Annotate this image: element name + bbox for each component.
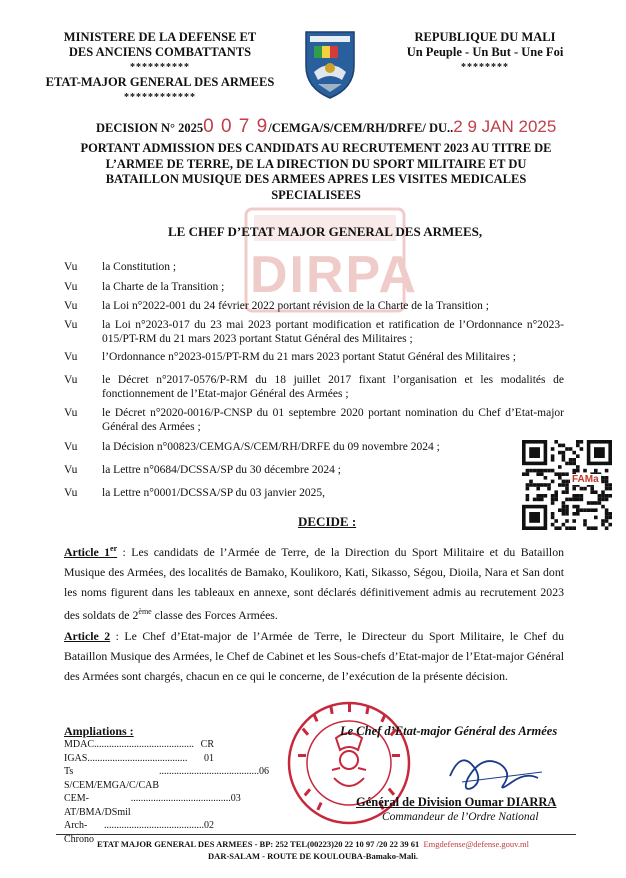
- vu-label: Vu: [64, 351, 78, 363]
- article-2-text: Le Chef d’Etat-major de l’Armée de Terre, le Directeur du Sport Militaire, le Chef du Bataillon Musique des Armées, le Chef de Cabinet et les Sous-chefs d’Etat-major de l’Etat-major Général des Armées sont chargés, chacun en ce qui le concerne, de l’exécution de la présente décision.: [64, 629, 564, 683]
- recipient: MDAC: [64, 739, 95, 750]
- recipient: Arch-Chrono: [64, 820, 94, 845]
- vu-text: l’Ordonnance n°2023-015/PT-RM du 21 mars 2023 portant Statut Général des Militaires ;: [102, 351, 516, 363]
- copies: 02: [204, 820, 214, 831]
- footer-email-link[interactable]: Emgdefense@defense.gouv.ml: [423, 839, 529, 849]
- republic-name: REPUBLIQUE DU MALI: [414, 30, 556, 44]
- vu-text: la Lettre n°0001/DCSSA/SP du 03 janvier 2025,: [102, 487, 325, 499]
- ministry-name-line1: MINISTERE DE LA DEFENSE ET: [63, 30, 257, 44]
- list-item: [64, 738, 214, 752]
- article-1-title: Article 1er: [64, 544, 118, 559]
- republic-header: [380, 30, 590, 75]
- decision-number-stamp: 0 0 7 9: [203, 116, 269, 137]
- authority-line: LE CHEF D’ETAT MAJOR GENERAL DES ARMEES,: [168, 224, 483, 239]
- vu-text: le Décret n°2020-0016/P-CNSP du 01 septembre 2020 portant nomination du Chef d’Etat-major Général des Armées ;: [102, 407, 564, 433]
- national-motto: Un Peuple - Un But - Une Foi: [406, 45, 564, 59]
- vu-label: Vu: [64, 300, 78, 312]
- signatory-title: Le Chef d’Etat-major Général des Armées: [340, 724, 558, 738]
- dot-leader: ........................................: [130, 793, 231, 804]
- recipient: IGAS: [64, 752, 88, 764]
- decision-prefix: DECISION N° 2025: [96, 121, 204, 135]
- list-item: [64, 752, 214, 766]
- ampliations: [64, 724, 270, 846]
- vu-label: Vu: [64, 281, 78, 293]
- watermark-text: DIRPA: [250, 246, 418, 304]
- ampliations-title: Ampliations :: [64, 724, 134, 738]
- copies: 06: [259, 766, 270, 777]
- copies: 03: [230, 793, 241, 804]
- stars-divider: **********: [130, 62, 190, 73]
- decision-date-stamp: 2 9 JAN 2025: [453, 117, 557, 136]
- footer-divider: [56, 834, 576, 835]
- qr-code[interactable]: [522, 440, 612, 530]
- ministry-name-line3: ETAT-MAJOR GENERAL DES ARMEES: [45, 75, 275, 89]
- vu-label: Vu: [64, 374, 78, 386]
- list-item: [64, 792, 241, 819]
- signatory-name: Général de Division Oumar DIARRA: [356, 795, 557, 809]
- copies: 01: [204, 752, 214, 764]
- article-2-title: Article 2: [64, 629, 111, 643]
- vu-text: la Loi n°2022-001 du 24 février 2022 portant révision de la Charte de la Transition ;: [102, 300, 489, 312]
- list-item: [64, 765, 270, 792]
- qr-code-label: FAMa: [572, 474, 599, 485]
- armed-forces-emblem: [300, 28, 360, 100]
- decision-reference: /CEMGA/S/CEM/RH/DRFE/ DU: [268, 121, 448, 135]
- qr-code-graphic: [522, 440, 612, 530]
- dot-leader: ........................................: [87, 752, 188, 764]
- article-1: [64, 539, 564, 625]
- title-line: BATAILLON MUSIQUE DES ARMEES APRES LES VISITES MEDICALES: [105, 172, 527, 186]
- vu-text: le Décret n°2017-0576/P-RM du 18 juillet 2017 fixant l’organisation et les modalités de fonctionnement de l’Etat-major Général des Armées ;: [102, 374, 564, 400]
- decision-number-line: [96, 116, 576, 138]
- vu-label: Vu: [64, 319, 78, 331]
- vu-text: la Charte de la Transition ;: [102, 281, 225, 293]
- superscript: ème: [138, 606, 152, 616]
- footer-address: ETAT MAJOR GENERAL DES ARMEES - BP: 252 TEL(00223)20 22 10 97 /20 22 39 61: [97, 839, 420, 849]
- recipient: CEM-AT/BMA/DSmil: [64, 793, 131, 818]
- vu-text: la Constitution ;: [102, 261, 177, 273]
- decide-heading: DECIDE :: [298, 514, 357, 529]
- title-line: L’ARMEE DE TERRE, DE LA DIRECTION DU SPORT MILITAIRE ET DU: [105, 156, 527, 171]
- vu-label: Vu: [64, 407, 78, 419]
- footer-line-1: [0, 838, 626, 850]
- stars-divider: ********: [461, 62, 509, 73]
- article-separator: :: [117, 544, 132, 559]
- article-2: [64, 626, 564, 686]
- title-line: PORTANT ADMISSION DES CANDIDATS AU RECRUTEMENT 2023 AU TITRE DE: [80, 141, 552, 155]
- superscript: er: [110, 544, 118, 553]
- article-1-text-end: classe des Forces Armées.: [151, 607, 278, 622]
- dot-leader: ........................................: [104, 820, 204, 831]
- stars-divider: ************: [124, 92, 196, 103]
- decision-title: [56, 141, 576, 203]
- article-1-text: Les candidats de l’Armée de Terre, de la Direction du Sport Militaire et du Bataillon Musique des Armées, des localités de Bamako, Koulikoro, Kati, Sikasso, Ségou, Dioila, Nara et San dont les noms figurent dans les tableaux en annexe, sont déclarés définitivement admis au recrutement 2023 des soldats de 2: [64, 544, 564, 622]
- vu-label: Vu: [64, 261, 78, 273]
- vu-label: Vu: [64, 464, 78, 476]
- dot-leader: ........................................: [159, 766, 260, 777]
- footer-line-2: DAR-SALAM - ROUTE DE KOULOUBA-Bamako-Mali.: [208, 851, 418, 861]
- dot-leader: ........................................: [94, 739, 195, 750]
- date-dots: ..: [447, 121, 454, 135]
- ministry-header: [40, 30, 280, 105]
- vu-label: Vu: [64, 441, 78, 453]
- vu-text: la Décision n°00823/CEMGA/S/CEM/RH/DRFE du 09 novembre 2024 ;: [102, 441, 440, 453]
- recipient: Ts S/CEM/EMGA/C/CAB: [64, 766, 160, 791]
- page-footer: [0, 838, 626, 862]
- vu-label: Vu: [64, 487, 78, 499]
- copies: CR: [200, 739, 214, 750]
- vu-text: la Loi n°2023-017 du 23 mai 2023 portant modification et ratification de l’Ordonnance n°2023-015/PT-RM du 21 mars 2023 portant Statut Général des Militaires ;: [102, 319, 564, 345]
- handwritten-signature: [442, 742, 562, 802]
- signatory-rank: Commandeur de l’Ordre National: [382, 811, 539, 823]
- vu-text: la Lettre n°0684/DCSSA/SP du 30 décembre 2024 ;: [102, 464, 341, 476]
- ministry-name-line2: DES ANCIENS COMBATTANTS: [68, 45, 252, 59]
- title-line: SPECIALISEES: [271, 187, 361, 202]
- article-separator: :: [110, 629, 125, 643]
